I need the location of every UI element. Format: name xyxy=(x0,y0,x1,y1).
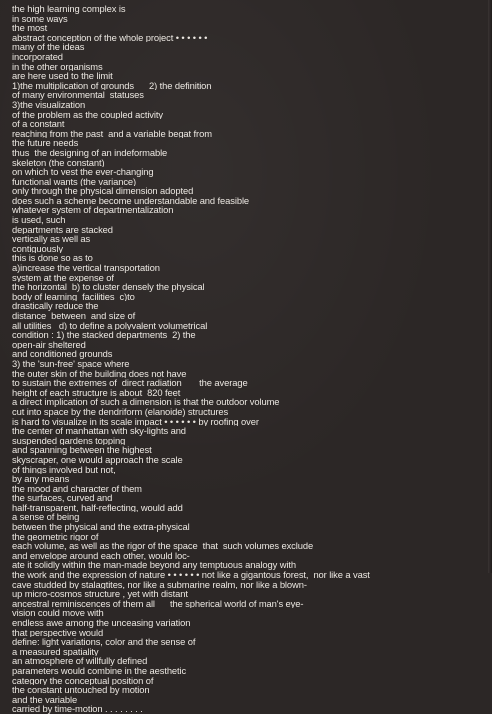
text-line: in some ways xyxy=(12,13,68,24)
text-line: 3)the visualization xyxy=(12,99,86,110)
text-line: whatever system of departmentalization xyxy=(12,205,174,216)
text-line: cave studded by stalagtites, nor like a submarine realm, nor like a blown- xyxy=(12,579,307,590)
text-line: incorporated xyxy=(12,51,63,62)
text-line: of things involved but not, xyxy=(12,464,116,475)
text-line: is used, such xyxy=(12,215,66,225)
text-line: a)increase the vertical transportation xyxy=(12,263,160,273)
text-line: ancestral reminiscences of them all the spherical world of man's eye- xyxy=(12,598,304,609)
text-line: a sense of being xyxy=(12,512,80,523)
text-line: up micro-cosmos structure , yet with distant xyxy=(12,589,188,599)
text-line: half-transparent, half-reflecting, would add xyxy=(12,502,183,513)
text-line: vision could move with xyxy=(12,608,104,618)
text-line: functional wants (the variance) xyxy=(12,176,137,187)
text-line: skyscraper, one would approach the scale xyxy=(12,454,183,465)
text-line: system at the expense of xyxy=(12,272,114,283)
text-line: a direct implication of such a dimension is that the outdoor volume xyxy=(12,397,280,407)
text-line: the high learning complex is xyxy=(12,4,126,14)
page-edge-shadow xyxy=(488,0,492,573)
text-line: each volume, as well as the rigor of the space that such volumes exclude xyxy=(12,541,314,551)
text-line: all utilities d) to define a polyvalent volumetrical xyxy=(12,320,208,331)
text-line: the mood and character of them xyxy=(12,483,142,494)
text-line: and spanning between the highest xyxy=(12,445,152,455)
text-line: this is done so as to xyxy=(12,253,93,264)
text-line: the constant untouched by motion xyxy=(12,685,150,695)
text-line: abstract conception of the whole project • • • • • • xyxy=(12,32,208,43)
text-line: ate it solidly within the man-made beyond any temptuous analogy with xyxy=(12,560,296,571)
text-line: thus the designing of an indeformable xyxy=(12,147,168,158)
text-line: height of each structure is about 820 feet xyxy=(12,387,181,398)
text-line: the future needs xyxy=(12,138,79,148)
text-line: the center of manhattan with sky-lights and xyxy=(12,426,186,436)
text-line: to sustain the extremes of direct radiation the average xyxy=(12,378,248,388)
text-line: distance between and size of xyxy=(12,311,136,321)
text-line: the outer skin of the building does not have xyxy=(12,368,187,379)
text-line: only through the physical dimension adopted xyxy=(12,186,194,196)
text-line: the most xyxy=(12,23,48,33)
text-line: vertically as well as xyxy=(12,234,91,244)
text-line: contiguously xyxy=(12,243,63,254)
text-line: endless awe among the unceasing variation xyxy=(12,618,191,628)
text-line: in the other organisms xyxy=(12,61,103,72)
text-line: the geometric rigor of xyxy=(12,531,99,542)
text-line: is hard to visualize in its scale impact • • • • • • by roofing over xyxy=(12,416,259,427)
text-line: of a constant xyxy=(12,119,65,129)
text-line: of the problem as the coupled activity xyxy=(12,109,163,120)
text-line: between the physical and the extra-physical xyxy=(12,522,190,532)
text-line: many of the ideas xyxy=(12,42,85,52)
text-line: departments are stacked xyxy=(12,224,113,235)
text-line: does such a scheme become understandable and feasible xyxy=(12,195,250,206)
text-line: cut into space by the dendriform (elanoide) structures xyxy=(12,406,229,417)
text-line: the surfaces, curved and xyxy=(12,493,113,503)
text-line: on which to vest the ever-changing xyxy=(12,167,154,177)
text-line: that perspective would xyxy=(12,627,104,638)
text-line: 3) the 'sun-free' space where xyxy=(12,358,130,369)
text-line: condition : 1) the stacked departments 2) the xyxy=(12,330,196,340)
text-line: an atmosphere of willfully defined xyxy=(12,656,148,666)
text-line: are here used to the limit xyxy=(12,71,113,81)
text-line: the work and the expression of nature • • • • • • not like a gigantous forest, nor like a vast xyxy=(12,570,370,580)
text-line: carried by time-motion . . . . . . . . xyxy=(12,704,143,714)
text-line: drastically reduce the xyxy=(12,301,99,311)
text-line: the horizontal b) to cluster densely the physical xyxy=(12,282,205,292)
text-line: define: light variations, color and the sense of xyxy=(12,637,196,647)
text-line: open-air sheltered xyxy=(12,339,86,350)
text-line: suspended gardens topping xyxy=(12,435,126,446)
text-line: 1)the multiplication of grounds 2) the definition xyxy=(12,80,212,91)
text-line: reaching from the past and a variable begat from xyxy=(12,128,212,139)
text-line: and envelope around each other, would loc- xyxy=(12,550,190,561)
text-line: category the conceptual position of xyxy=(12,675,154,686)
text-line: by any means xyxy=(12,474,70,484)
text-line: and conditioned grounds xyxy=(12,349,113,359)
body-text xyxy=(12,4,488,714)
text-line: parameters would combine in the aesthetic xyxy=(12,665,187,676)
text-line: of many environmental statuses xyxy=(12,90,144,100)
text-line: body of learning facilities c)to xyxy=(12,291,135,302)
text-line: skeleton (the constant) xyxy=(12,157,105,168)
text-line: a measured spatiality xyxy=(12,646,99,657)
text-line: and the variable xyxy=(12,694,78,705)
